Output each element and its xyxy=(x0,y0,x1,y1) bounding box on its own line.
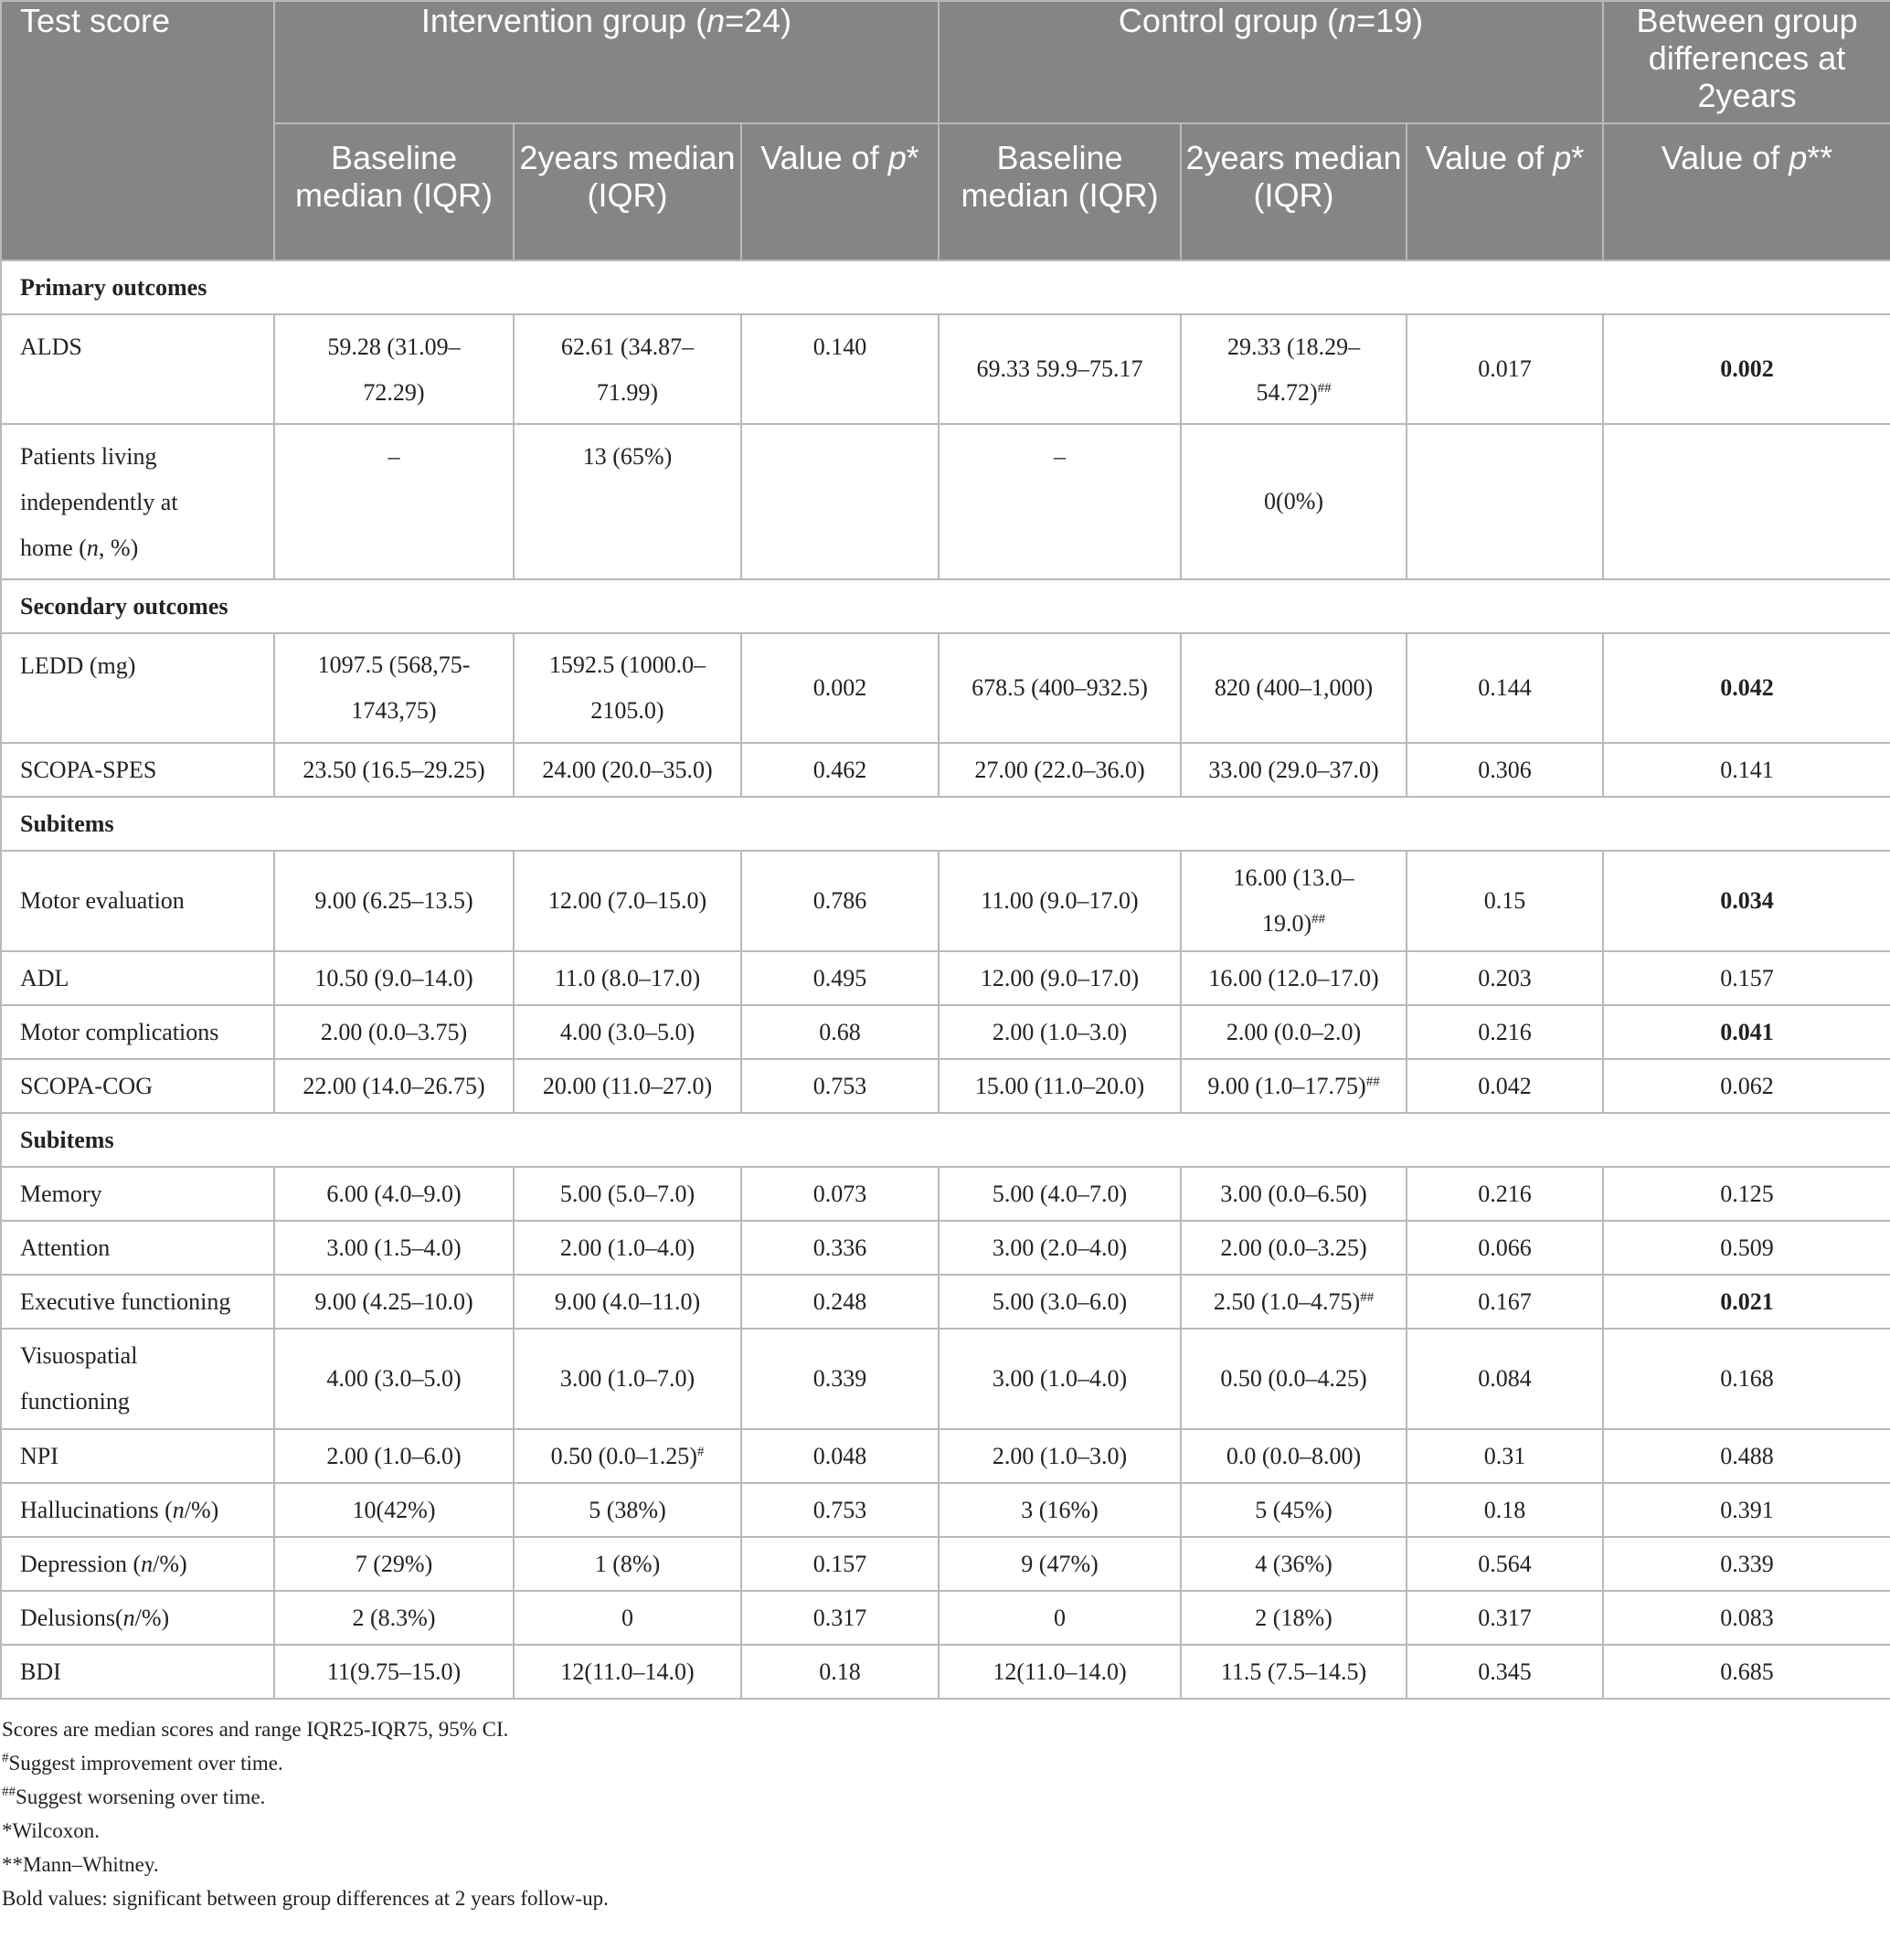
control-p-cell: 0.017 xyxy=(1407,314,1603,424)
table-row-npi xyxy=(1,1429,1890,1483)
control-baseline-cell: 9 (47%) xyxy=(939,1537,1181,1591)
intervention-baseline-cell: 3.00 (1.5–4.0) xyxy=(274,1221,514,1275)
intervention-2years-cell: 0 xyxy=(514,1591,741,1645)
section-row-primary xyxy=(1,260,1890,314)
control-p-cell xyxy=(1407,424,1603,579)
intervention-baseline-cell: 2.00 (1.0–6.0) xyxy=(274,1429,514,1483)
table-row-motor-complications xyxy=(1,1005,1890,1059)
intervention-2years-cell: 3.00 (1.0–7.0) xyxy=(514,1329,741,1429)
header-between-p: Value of p** xyxy=(1603,123,1890,260)
control-baseline-cell: – xyxy=(939,424,1181,579)
control-p-cell: 0.345 xyxy=(1407,1645,1603,1699)
intervention-p-cell: 0.462 xyxy=(741,743,939,797)
between-p-cell: 0.168 xyxy=(1603,1329,1890,1429)
control-2years-cell: 16.00 (12.0–17.0) xyxy=(1181,951,1407,1005)
control-baseline-cell: 69.33 59.9–75.17 xyxy=(939,314,1181,424)
row-label: Attention xyxy=(1,1221,274,1275)
table-row-motor-evaluation xyxy=(1,851,1890,951)
intervention-2years-cell: 4.00 (3.0–5.0) xyxy=(514,1005,741,1059)
intervention-p-cell: 0.339 xyxy=(741,1329,939,1429)
intervention-2years-cell: 24.00 (20.0–35.0) xyxy=(514,743,741,797)
table-row-adl xyxy=(1,951,1890,1005)
control-p-cell: 0.084 xyxy=(1407,1329,1603,1429)
intervention-baseline-cell: 11(9.75–15.0) xyxy=(274,1645,514,1699)
intervention-baseline-cell: – xyxy=(274,424,514,579)
control-baseline-cell: 12(11.0–14.0) xyxy=(939,1645,1181,1699)
between-p-cell: 0.157 xyxy=(1603,951,1890,1005)
control-p-cell: 0.317 xyxy=(1407,1591,1603,1645)
footnote-scores: Scores are median scores and range IQR25-IQR75, 95% CI. xyxy=(2,1718,509,1741)
intervention-p-cell: 0.786 xyxy=(741,851,939,951)
header-control-group: Control group (n=19) xyxy=(939,1,1603,123)
section-label: Subitems xyxy=(1,1113,1890,1167)
intervention-baseline-cell: 59.28 (31.09– 72.29) xyxy=(274,314,514,424)
table-row-attention xyxy=(1,1221,1890,1275)
table-row-ledd xyxy=(1,633,1890,743)
intervention-p-cell: 0.317 xyxy=(741,1591,939,1645)
table-row-delusions xyxy=(1,1591,1890,1645)
row-label: Hallucinations (n/%) xyxy=(1,1483,274,1537)
control-p-cell: 0.306 xyxy=(1407,743,1603,797)
intervention-baseline-cell: 2 (8.3%) xyxy=(274,1591,514,1645)
control-baseline-cell: 5.00 (4.0–7.0) xyxy=(939,1167,1181,1221)
footnote-bold-values: Bold values: significant between group differences at 2 years follow-up. xyxy=(2,1887,609,1910)
between-p-cell: 0.002 xyxy=(1603,314,1890,424)
intervention-2years-cell: 5.00 (5.0–7.0) xyxy=(514,1167,741,1221)
intervention-p-cell xyxy=(741,424,939,579)
control-2years-cell: 820 (400–1,000) xyxy=(1181,633,1407,743)
between-p-cell xyxy=(1603,424,1890,579)
section-label: Secondary outcomes xyxy=(1,579,1890,633)
intervention-baseline-cell: 9.00 (4.25–10.0) xyxy=(274,1275,514,1329)
intervention-baseline-cell: 6.00 (4.0–9.0) xyxy=(274,1167,514,1221)
control-p-cell: 0.15 xyxy=(1407,851,1603,951)
header-control-2years: 2years median (IQR) xyxy=(1181,123,1407,260)
row-label: Visuospatial functioning xyxy=(1,1329,274,1429)
control-baseline-cell: 5.00 (3.0–6.0) xyxy=(939,1275,1181,1329)
intervention-baseline-cell: 10(42%) xyxy=(274,1483,514,1537)
footnote-improvement: #Suggest improvement over time. xyxy=(2,1751,283,1775)
between-p-cell: 0.021 xyxy=(1603,1275,1890,1329)
control-p-cell: 0.564 xyxy=(1407,1537,1603,1591)
control-2years-cell: 2.50 (1.0–4.75)## xyxy=(1181,1275,1407,1329)
control-baseline-cell: 3 (16%) xyxy=(939,1483,1181,1537)
control-p-cell: 0.042 xyxy=(1407,1059,1603,1113)
header-intervention-p: Value of p* xyxy=(741,123,939,260)
table-footnotes xyxy=(0,1700,1890,1915)
control-2years-cell: 0.0 (0.0–8.00) xyxy=(1181,1429,1407,1483)
between-p-cell: 0.509 xyxy=(1603,1221,1890,1275)
header-between-group: Between group differences at 2years xyxy=(1603,1,1890,123)
row-label: Memory xyxy=(1,1167,274,1221)
intervention-2years-cell: 12(11.0–14.0) xyxy=(514,1645,741,1699)
intervention-p-cell: 0.336 xyxy=(741,1221,939,1275)
intervention-p-cell: 0.002 xyxy=(741,633,939,743)
row-label: Delusions(n/%) xyxy=(1,1591,274,1645)
control-p-cell: 0.144 xyxy=(1407,633,1603,743)
section-label: Primary outcomes xyxy=(1,260,1890,314)
intervention-p-cell: 0.248 xyxy=(741,1275,939,1329)
intervention-baseline-cell: 7 (29%) xyxy=(274,1537,514,1591)
table-row-visuospatial xyxy=(1,1329,1890,1429)
table-row-alds xyxy=(1,314,1890,424)
control-2years-cell: 11.5 (7.5–14.5) xyxy=(1181,1645,1407,1699)
control-2years-cell: 2.00 (0.0–3.25) xyxy=(1181,1221,1407,1275)
footnote-wilcoxon: *Wilcoxon. xyxy=(2,1819,101,1842)
between-p-cell: 0.391 xyxy=(1603,1483,1890,1537)
row-label: ADL xyxy=(1,951,274,1005)
intervention-p-cell: 0.157 xyxy=(741,1537,939,1591)
table-row-bdi xyxy=(1,1645,1890,1699)
intervention-baseline-cell: 4.00 (3.0–5.0) xyxy=(274,1329,514,1429)
intervention-baseline-cell: 2.00 (0.0–3.75) xyxy=(274,1005,514,1059)
control-p-cell: 0.203 xyxy=(1407,951,1603,1005)
intervention-p-cell: 0.18 xyxy=(741,1645,939,1699)
intervention-baseline-cell: 10.50 (9.0–14.0) xyxy=(274,951,514,1005)
between-p-cell: 0.034 xyxy=(1603,851,1890,951)
between-p-cell: 0.083 xyxy=(1603,1591,1890,1645)
header-intervention-baseline: Baseline median (IQR) xyxy=(274,123,514,260)
control-2years-cell: 33.00 (29.0–37.0) xyxy=(1181,743,1407,797)
control-baseline-cell: 678.5 (400–932.5) xyxy=(939,633,1181,743)
table-row-independent xyxy=(1,424,1890,579)
control-baseline-cell: 27.00 (22.0–36.0) xyxy=(939,743,1181,797)
intervention-p-cell: 0.495 xyxy=(741,951,939,1005)
control-2years-cell: 29.33 (18.29– 54.72)## xyxy=(1181,314,1407,424)
between-p-cell: 0.339 xyxy=(1603,1537,1890,1591)
table-row-scopa-cog xyxy=(1,1059,1890,1113)
control-2years-cell: 4 (36%) xyxy=(1181,1537,1407,1591)
control-baseline-cell: 2.00 (1.0–3.0) xyxy=(939,1429,1181,1483)
control-2years-cell: 2 (18%) xyxy=(1181,1591,1407,1645)
between-p-cell: 0.488 xyxy=(1603,1429,1890,1483)
control-p-cell: 0.167 xyxy=(1407,1275,1603,1329)
control-2years-cell: 3.00 (0.0–6.50) xyxy=(1181,1167,1407,1221)
footnote-worsening: ##Suggest worsening over time. xyxy=(2,1785,266,1808)
control-baseline-cell: 3.00 (2.0–4.0) xyxy=(939,1221,1181,1275)
footnote-mann-whitney: **Mann–Whitney. xyxy=(2,1853,159,1876)
intervention-p-cell: 0.753 xyxy=(741,1059,939,1113)
header-intervention-group: Intervention group (n=24) xyxy=(274,1,939,123)
header-test-score: Test score xyxy=(1,1,274,260)
row-label: SCOPA-COG xyxy=(1,1059,274,1113)
control-2years-cell: 2.00 (0.0–2.0) xyxy=(1181,1005,1407,1059)
between-p-cell: 0.062 xyxy=(1603,1059,1890,1113)
table-row-depression xyxy=(1,1537,1890,1591)
intervention-2years-cell: 1 (8%) xyxy=(514,1537,741,1591)
control-p-cell: 0.216 xyxy=(1407,1167,1603,1221)
row-label: Executive functioning xyxy=(1,1275,274,1329)
control-baseline-cell: 15.00 (11.0–20.0) xyxy=(939,1059,1181,1113)
between-p-cell: 0.041 xyxy=(1603,1005,1890,1059)
table-row-scopa-spes xyxy=(1,743,1890,797)
table-row-executive-functioning xyxy=(1,1275,1890,1329)
section-label: Subitems xyxy=(1,797,1890,851)
intervention-p-cell: 0.140 xyxy=(741,314,939,424)
control-p-cell: 0.066 xyxy=(1407,1221,1603,1275)
control-2years-cell: 9.00 (1.0–17.75)## xyxy=(1181,1059,1407,1113)
control-baseline-cell: 2.00 (1.0–3.0) xyxy=(939,1005,1181,1059)
row-label: Motor evaluation xyxy=(1,851,274,951)
row-label: Patients living independently at home (n, %) xyxy=(1,424,274,579)
intervention-2years-cell: 0.50 (0.0–1.25)# xyxy=(514,1429,741,1483)
intervention-2years-cell: 11.0 (8.0–17.0) xyxy=(514,951,741,1005)
control-p-cell: 0.31 xyxy=(1407,1429,1603,1483)
intervention-baseline-cell: 23.50 (16.5–29.25) xyxy=(274,743,514,797)
table-body xyxy=(1,260,1890,1699)
intervention-2years-cell: 9.00 (4.0–11.0) xyxy=(514,1275,741,1329)
control-2years-cell: 16.00 (13.0– 19.0)## xyxy=(1181,851,1407,951)
between-p-cell: 0.042 xyxy=(1603,633,1890,743)
intervention-2years-cell: 5 (38%) xyxy=(514,1483,741,1537)
control-2years-cell: 5 (45%) xyxy=(1181,1483,1407,1537)
row-label: ALDS xyxy=(1,314,274,424)
intervention-p-cell: 0.753 xyxy=(741,1483,939,1537)
intervention-2years-cell: 1592.5 (1000.0– 2105.0) xyxy=(514,633,741,743)
header-intervention-2years: 2years median (IQR) xyxy=(514,123,741,260)
intervention-2years-cell: 2.00 (1.0–4.0) xyxy=(514,1221,741,1275)
row-label: Depression (n/%) xyxy=(1,1537,274,1591)
header-control-p: Value of p* xyxy=(1407,123,1603,260)
intervention-baseline-cell: 1097.5 (568,75- 1743,75) xyxy=(274,633,514,743)
row-label: BDI xyxy=(1,1645,274,1699)
section-row-subitems-1 xyxy=(1,797,1890,851)
table-row-memory xyxy=(1,1167,1890,1221)
intervention-2years-cell: 12.00 (7.0–15.0) xyxy=(514,851,741,951)
control-p-cell: 0.216 xyxy=(1407,1005,1603,1059)
intervention-2years-cell: 20.00 (11.0–27.0) xyxy=(514,1059,741,1113)
table-row-hallucinations xyxy=(1,1483,1890,1537)
between-p-cell: 0.125 xyxy=(1603,1167,1890,1221)
between-p-cell: 0.141 xyxy=(1603,743,1890,797)
control-2years-cell: 0(0%) xyxy=(1181,424,1407,579)
table-header xyxy=(1,1,1890,260)
section-row-secondary xyxy=(1,579,1890,633)
row-label: LEDD (mg) xyxy=(1,633,274,743)
intervention-p-cell: 0.68 xyxy=(741,1005,939,1059)
row-label: SCOPA-SPES xyxy=(1,743,274,797)
control-p-cell: 0.18 xyxy=(1407,1483,1603,1537)
section-row-subitems-2 xyxy=(1,1113,1890,1167)
intervention-p-cell: 0.073 xyxy=(741,1167,939,1221)
intervention-2years-cell: 62.61 (34.87– 71.99) xyxy=(514,314,741,424)
intervention-2years-cell: 13 (65%) xyxy=(514,424,741,579)
control-baseline-cell: 12.00 (9.0–17.0) xyxy=(939,951,1181,1005)
row-label: Motor complications xyxy=(1,1005,274,1059)
intervention-baseline-cell: 9.00 (6.25–13.5) xyxy=(274,851,514,951)
intervention-p-cell: 0.048 xyxy=(741,1429,939,1483)
control-baseline-cell: 0 xyxy=(939,1591,1181,1645)
header-control-baseline: Baseline median (IQR) xyxy=(939,123,1181,260)
control-baseline-cell: 11.00 (9.0–17.0) xyxy=(939,851,1181,951)
control-2years-cell: 0.50 (0.0–4.25) xyxy=(1181,1329,1407,1429)
control-baseline-cell: 3.00 (1.0–4.0) xyxy=(939,1329,1181,1429)
intervention-baseline-cell: 22.00 (14.0–26.75) xyxy=(274,1059,514,1113)
row-label: NPI xyxy=(1,1429,274,1483)
between-p-cell: 0.685 xyxy=(1603,1645,1890,1699)
